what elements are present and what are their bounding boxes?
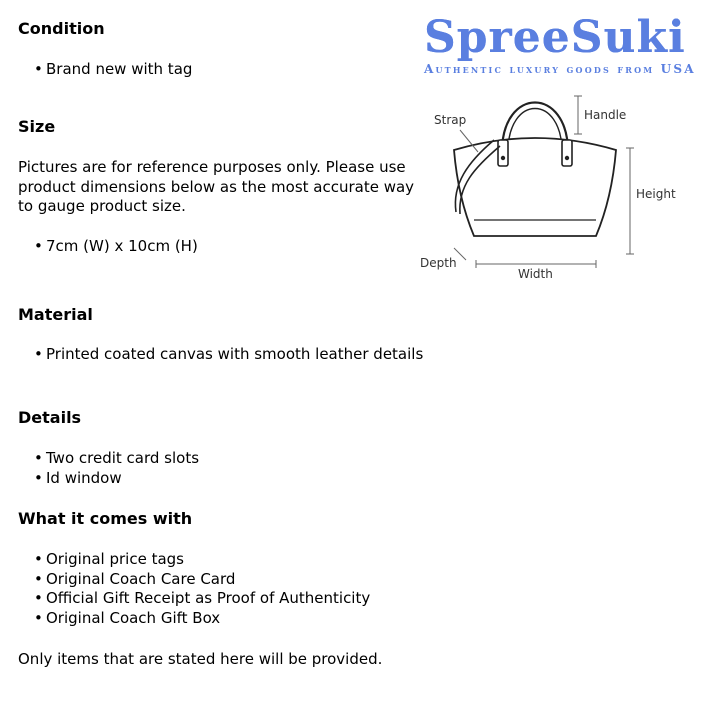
list-item: • Id window — [18, 469, 199, 489]
size-note: Pictures are for reference purposes only. Please use product dimensions below as the most accurate way to gauge product size. — [18, 158, 415, 215]
comes-with-list — [18, 550, 370, 628]
condition-title: Condition — [18, 19, 105, 38]
label-handle: Handle — [584, 108, 627, 122]
bag-dimensions-diagram — [414, 88, 714, 288]
list-item: • Printed coated canvas with smooth leather details — [18, 345, 423, 365]
list-item: • Original Coach Care Card — [18, 570, 370, 590]
list-item: • 7cm (W) x 10cm (H) — [18, 237, 198, 257]
bag-rivet-right — [565, 156, 569, 160]
details-title: Details — [18, 408, 82, 427]
size-title: Size — [18, 117, 56, 136]
bag-body — [454, 138, 616, 236]
label-strap: Strap — [434, 113, 467, 127]
label-width: Width — [518, 267, 553, 281]
bag-tab-right — [562, 140, 572, 166]
details-list — [18, 449, 199, 488]
material-list — [18, 345, 423, 365]
list-item: • Original Coach Gift Box — [18, 609, 370, 629]
comes-with-title: What it comes with — [18, 509, 193, 528]
spreesuki-logo — [424, 12, 718, 76]
logo-brand: SpreeSuki — [424, 12, 686, 63]
label-height: Height — [636, 187, 676, 201]
material-title: Material — [18, 305, 93, 324]
logo-tagline: Authentic luxury goods from USA — [424, 62, 696, 76]
footer-note: Only items that are stated here will be provided. — [18, 650, 383, 668]
label-depth: Depth — [420, 256, 457, 270]
list-item: • Original price tags — [18, 550, 370, 570]
list-item: • Official Gift Receipt as Proof of Authenticity — [18, 589, 370, 609]
list-item: • Brand new with tag — [18, 60, 192, 80]
bag-rivet-left — [501, 156, 505, 160]
size-list — [18, 237, 198, 257]
list-item: • Two credit card slots — [18, 449, 199, 469]
condition-list — [18, 60, 192, 80]
bag-tab-left — [498, 140, 508, 166]
